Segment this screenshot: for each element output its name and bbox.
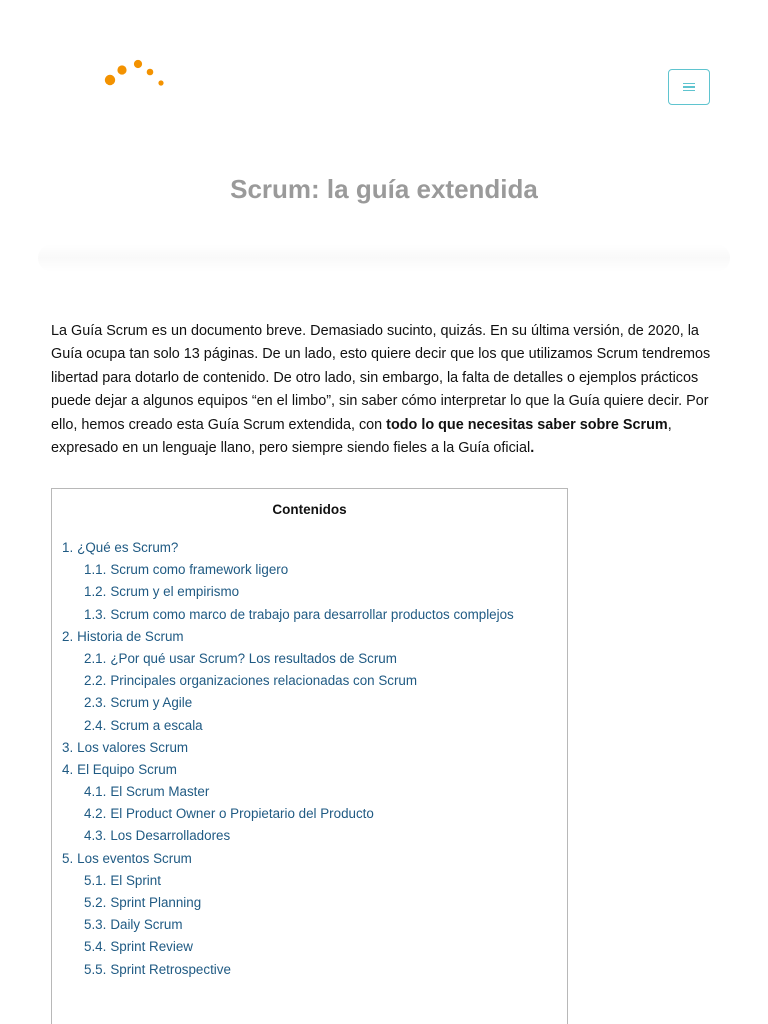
toc-link-number: 4.1. <box>84 784 107 800</box>
menu-toggle-button[interactable] <box>668 69 710 105</box>
toc-link-4-1[interactable] <box>52 781 567 803</box>
toc-title: Contenidos <box>272 502 347 517</box>
site-header <box>0 0 768 130</box>
toc-link-1-3[interactable] <box>52 604 567 626</box>
toc-link-1-2[interactable] <box>52 581 567 603</box>
toc-link-number: 2. <box>62 628 74 644</box>
toc-link-3[interactable] <box>52 737 567 759</box>
toc-link-number: 5.3. <box>84 917 107 933</box>
toc-link-number: 5.4. <box>84 939 107 955</box>
toc-link-number: 1.1. <box>84 562 107 578</box>
toc-link-2-1[interactable] <box>52 648 567 670</box>
toc-link-number: 2.3. <box>84 695 107 711</box>
toc-link-label: ¿Por qué usar Scrum? Los resultados de Scrum <box>110 650 397 666</box>
toc-link-label: Los valores Scrum <box>77 739 189 755</box>
toc-link-5-4[interactable] <box>52 936 567 958</box>
table-of-contents <box>51 488 568 1024</box>
toc-link-label: El Equipo Scrum <box>77 761 177 777</box>
toc-link-number: 3. <box>62 739 74 755</box>
toc-list <box>52 537 567 981</box>
toc-link-label: Principales organizaciones relacionadas con Scrum <box>110 673 418 689</box>
toc-link-5-2[interactable] <box>52 892 567 914</box>
toc-link-number: 4.2. <box>84 806 107 822</box>
toc-link-4[interactable] <box>52 759 567 781</box>
toc-link-2[interactable] <box>52 626 567 648</box>
toc-link-label: Los Desarrolladores <box>110 828 231 844</box>
toc-link-label: Scrum como framework ligero <box>110 562 289 578</box>
toc-link-number: 1.2. <box>84 584 107 600</box>
toc-link-label: Scrum como marco de trabajo para desarrollar productos complejos <box>110 606 514 622</box>
toc-link-number: 4. <box>62 761 74 777</box>
toc-link-4-2[interactable] <box>52 803 567 825</box>
intro-text: La Guía Scrum es un documento breve. Demasiado sucinto, quizás. En su última versión, de 2020, la Guía ocupa tan solo 13 páginas. De un lado, esto quiere decir que los que utilizamos Scrum tendremos libertad para dotarlo de contenido. De otro lado, sin embargo, la falta de detalles o ejemplos prácticos puede dejar a algunos equipos “en el limbo”, sin saber cómo interpretar lo que la Guía quiere decir. Por ello, hemos creado esta Guía Scrum extendida, con <box>51 323 711 433</box>
page-title: Scrum: la guía extendida <box>230 174 538 204</box>
toc-link-number: 5.5. <box>84 961 107 977</box>
toc-link-2-3[interactable] <box>52 692 567 714</box>
toc-link-number: 2.2. <box>84 673 107 689</box>
toc-link-5-3[interactable] <box>52 914 567 936</box>
toc-link-4-3[interactable] <box>52 825 567 847</box>
intro-paragraph <box>51 320 723 460</box>
toc-link-number: 5.2. <box>84 895 107 910</box>
toc-link-number: 5. <box>62 850 74 866</box>
hamburger-menu-icon <box>683 83 695 91</box>
toc-link-2-4[interactable] <box>52 715 567 737</box>
toc-link-label: Scrum a escala <box>110 717 203 733</box>
toc-link-label: Scrum y el empirismo <box>110 584 240 600</box>
orange-dots-logo-icon <box>58 48 182 108</box>
toc-link-number: 5.1. <box>84 872 107 888</box>
title-divider <box>38 244 730 272</box>
toc-link-number: 1.3. <box>84 606 107 622</box>
toc-link-label: El Product Owner o Propietario del Producto <box>110 806 374 822</box>
toc-link-label: ¿Qué es Scrum? <box>77 540 179 555</box>
toc-link-number: 4.3. <box>84 828 107 844</box>
toc-link-5[interactable] <box>52 848 567 870</box>
toc-link-label: Historia de Scrum <box>77 628 184 644</box>
toc-link-label: El Sprint <box>110 872 161 888</box>
toc-link-1-1[interactable] <box>52 559 567 581</box>
toc-link-number: 2.4. <box>84 717 107 733</box>
toc-link-number: 2.1. <box>84 650 107 666</box>
toc-link-label: El Scrum Master <box>110 784 210 800</box>
toc-link-5-1[interactable] <box>52 870 567 892</box>
toc-link-label: Daily Scrum <box>110 917 183 933</box>
intro-bold-text: todo lo que necesitas saber sobre Scrum <box>386 416 668 433</box>
toc-link-label: Scrum y Agile <box>110 695 193 711</box>
toc-link-label: Sprint Review <box>110 939 193 955</box>
toc-link-number: 1. <box>62 540 74 555</box>
intro-final-period: . <box>530 440 535 457</box>
toc-link-1[interactable] <box>52 537 567 559</box>
toc-link-5-5[interactable] <box>52 959 567 981</box>
toc-link-label: Sprint Retrospective <box>110 961 231 977</box>
intro-text-continued: , expresado en un lenguaje llano, pero siempre siendo fieles a la Guía oficial <box>51 416 672 457</box>
toc-link-2-2[interactable] <box>52 670 567 692</box>
toc-link-label: Sprint Planning <box>110 895 202 910</box>
toc-link-label: Los eventos Scrum <box>77 850 192 866</box>
site-logo[interactable] <box>58 48 182 108</box>
